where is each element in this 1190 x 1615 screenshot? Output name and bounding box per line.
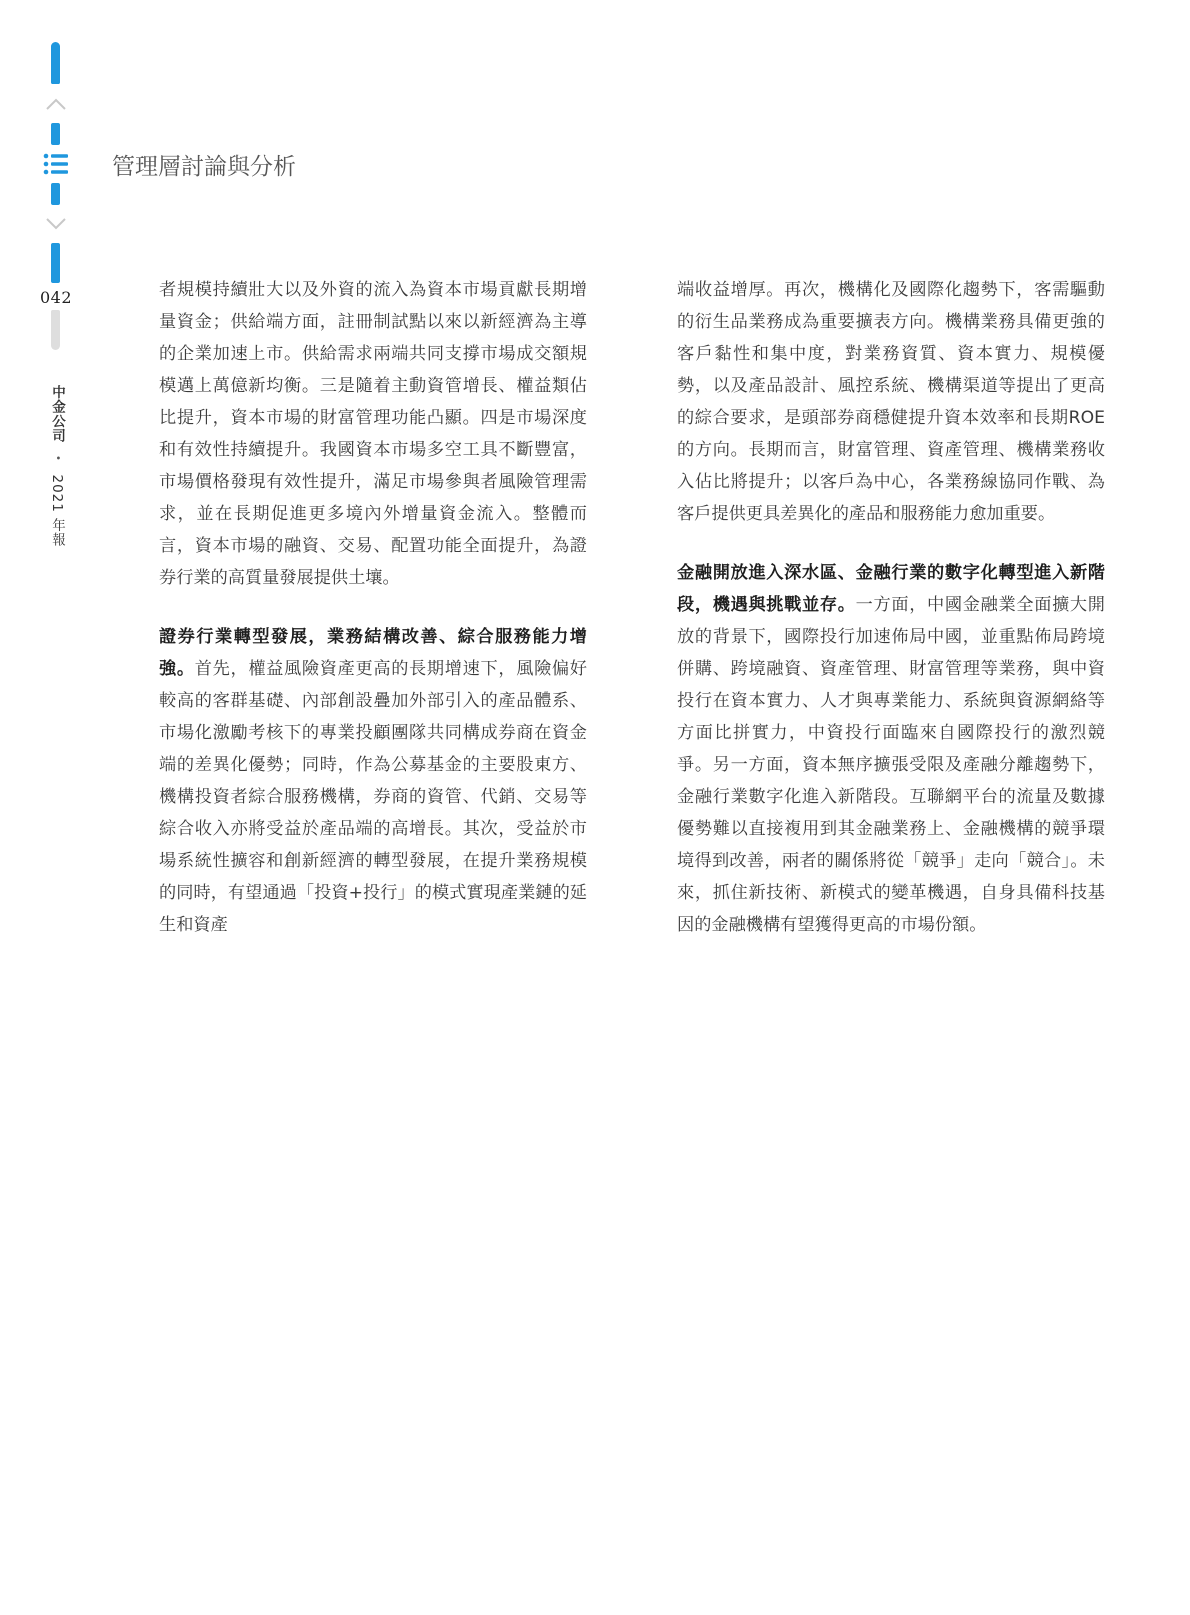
page-number: 042 [39, 288, 73, 307]
paragraph: 端收益增厚。再次，機構化及國際化趨勢下，客需驅動的衍生品業務成為重要擴表方向。機構業務具備更強的客戶黏性和集中度，對業務資質、資本實力、規模優勢，以及產品設計、風控系統、機構渠道等提出了更高的綜合要求，是頭部券商穩健提升資本效率和長期ROE的方向。長期而言，財富管理、資產管理、機構業務收入佔比將提升；以客戶為中心，各業務線協同作戰、為客戶提供更具差異化的產品和服務能力愈加重要。 [677, 280, 1105, 524]
left-column [159, 274, 587, 968]
report-footer [47, 385, 67, 547]
chevron-down-icon[interactable] [44, 212, 68, 236]
menu-list-icon[interactable] [43, 152, 69, 176]
nav-accent-bar [51, 183, 60, 205]
company-name: 中金公司 [49, 385, 65, 443]
right-column [677, 274, 1105, 968]
nav-accent-bar [51, 243, 60, 283]
section-title: 管理層討論與分析 [112, 154, 296, 180]
paragraph-body: 一方面，中國金融業全面擴大開放的背景下，國際投行加速佈局中國，並重點佈局跨境併購、跨境融資、資產管理、財富管理等業務，與中資投行在資本實力、人才與專業能力、系統與資源網絡等方面比拼實力，中資投行面臨來自國際投行的激烈競爭。另一方面，資本無序擴張受限及產融分離趨勢下，金融行業數字化進入新階段。互聯網平台的流量及數據優勢難以直接複用到其金融業務上、金融機構的競爭環境得到改善，兩者的關係將從「競爭」走向「競合」。未來，抓住新技術、新模式的變革機遇，自身具備科技基因的金融機構有望獲得更高的市場份額。 [677, 595, 1105, 935]
side-navigation [0, 0, 110, 700]
paragraph-lead: 金融開放進入深水區、金融行業的數字化轉型進入新階段，機遇與挑戰並存。 [677, 563, 1105, 615]
separator-dot: • [52, 455, 63, 463]
nav-accent-bar [51, 123, 60, 145]
paragraph-body: 首先，權益風險資產更高的長期增速下，風險偏好較高的客群基礎、內部創設疊加外部引入的產品體系、市場化激勵考核下的專業投顧團隊共同構成券商在資金端的差異化優勢；同時，作為公募基金的主要股東方、機構投資者綜合服務機構，券商的資管、代銷、交易等綜合收入亦將受益於產品端的高增長。其次，受益於市場系統性擴容和創新經濟的轉型發展，在提升業務規模的同時，有望通過「投資+投行」的模式實現產業鏈的延生和資產 [159, 659, 587, 935]
nav-divider-bar [51, 310, 60, 350]
chevron-up-icon[interactable] [44, 92, 68, 116]
report-name: 2021 年報 [49, 474, 65, 548]
paragraph [159, 621, 587, 941]
paragraph [677, 557, 1105, 941]
paragraph: 者規模持續壯大以及外資的流入為資本市場貢獻長期增量資金；供給端方面，註冊制試點以來以新經濟為主導的企業加速上市。供給需求兩端共同支撐市場成交額規模邁上萬億新均衡。三是隨着主動資管增長、權益類佔比提升，資本市場的財富管理功能凸顯。四是市場深度和有效性持續提升。我國資本市場多空工具不斷豐富，市場價格發現有效性提升，滿足市場參與者風險管理需求，並在長期促進更多境內外增量資金流入。整體而言，資本市場的融資、交易、配置功能全面提升，為證券行業的高質量發展提供土壤。 [159, 280, 587, 588]
paragraph-lead: 證券行業轉型發展，業務結構改善、綜合服務能力增強。 [159, 627, 587, 679]
nav-accent-bar [51, 42, 60, 84]
